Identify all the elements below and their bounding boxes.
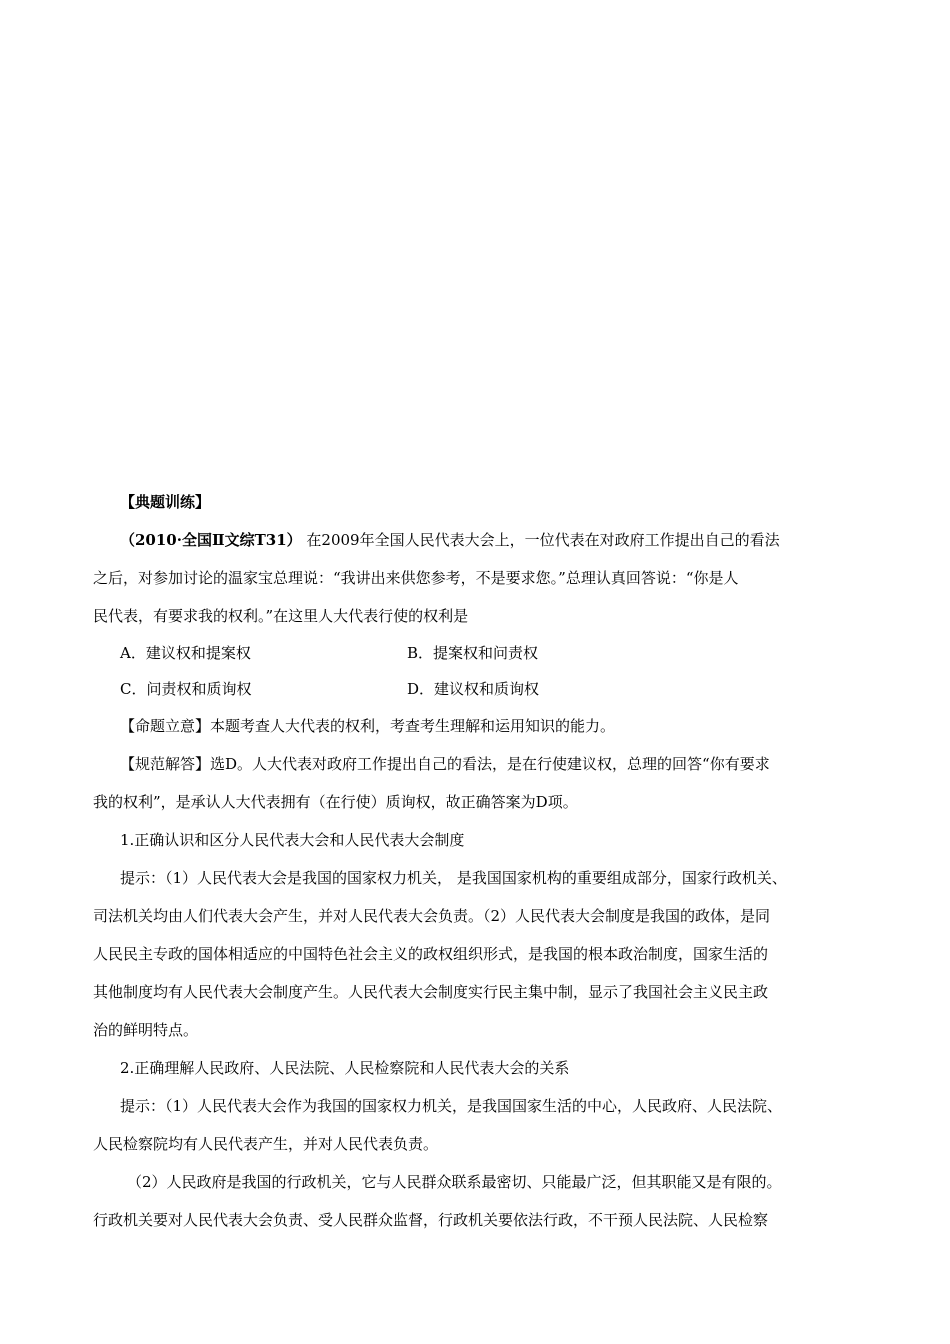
point2-line4: 行政机关要对人民代表大会负责、受人民群众监督，行政机关要依法行政，不干预人民法院、人民检察: [93, 1211, 769, 1229]
point2-line3: （2）人民政府是我国的行政机关，它与人民群众联系最密切、只能最广泛，但其职能又是有限的。: [127, 1173, 782, 1191]
option-c: C．问责权和质询权: [120, 680, 252, 698]
options-row-2: [93, 671, 878, 707]
answer-line1: 选D。人大代表对政府工作提出自己的看法，是在行使建议权，总理的回答“你有要求: [210, 755, 770, 773]
section-heading: 【典题训练】: [120, 493, 211, 511]
answer-line2: 我的权利”，是承认人大代表拥有（在行使）质询权，故正确答案为D项。: [93, 793, 578, 811]
document-body: [93, 483, 878, 1239]
answer-label: 【规范解答】: [120, 755, 211, 773]
option-b: B．提案权和问责权: [407, 644, 539, 662]
answer-paragraph: [93, 745, 878, 821]
option-a: A．建议权和提案权: [120, 644, 251, 662]
point1-line5: 治的鲜明特点。: [93, 1021, 199, 1039]
point2-line2: 人民检察院均有人民代表产生，并对人民代表负责。: [93, 1135, 439, 1153]
point1-line3: 人民民主专政的国体相适应的中国特色社会主义的政权组织形式，是我国的根本政治制度，国家生活的: [93, 945, 769, 963]
option-d: D．建议权和质询权: [407, 680, 540, 698]
intent-paragraph: [93, 707, 878, 745]
point1-title: 1.正确认识和区分人民代表大会和人民代表大会制度: [120, 831, 465, 849]
question-stem-line2: 之后，对参加讨论的温家宝总理说：“我讲出来供您参考，不是要求您。”总理认真回答说：“你是人: [93, 569, 739, 587]
point2-title: 2.正确理解人民政府、人民法院、人民检察院和人民代表大会的关系: [120, 1059, 570, 1077]
question-source: （2010·全国Ⅱ文综T31）: [120, 531, 302, 549]
point2-paragraph: [93, 1087, 878, 1239]
point1-line4: 其他制度均有人民代表大会制度产生。人民代表大会制度实行民主集中制，显示了我国社会主义民主政: [93, 983, 769, 1001]
intent-text: 本题考查人大代表的权利，考查考生理解和运用知识的能力。: [210, 717, 616, 735]
point1-paragraph: [93, 859, 878, 1049]
question-paragraph: [93, 521, 878, 635]
question-stem-line1: 在2009年全国人民代表大会上，一位代表在对政府工作提出自己的看法: [301, 531, 780, 549]
options-row-1: [93, 635, 878, 671]
question-stem-line3: 民代表，有要求我的权利。”在这里人大代表行使的权利是: [93, 607, 469, 625]
point2-line1: 提示：（1）人民代表大会作为我国的国家权力机关，是我国国家生活的中心，人民政府、人民法院、: [120, 1097, 783, 1115]
point1-line1: 提示：（1）人民代表大会是我国的国家权力机关， 是我国国家机构的重要组成部分，国家行政机关、: [120, 869, 787, 887]
point1-line2: 司法机关均由人们代表大会产生，并对人民代表大会负责。（2）人民代表大会制度是我国的政体，是同: [93, 907, 771, 925]
intent-label: 【命题立意】: [120, 717, 211, 735]
